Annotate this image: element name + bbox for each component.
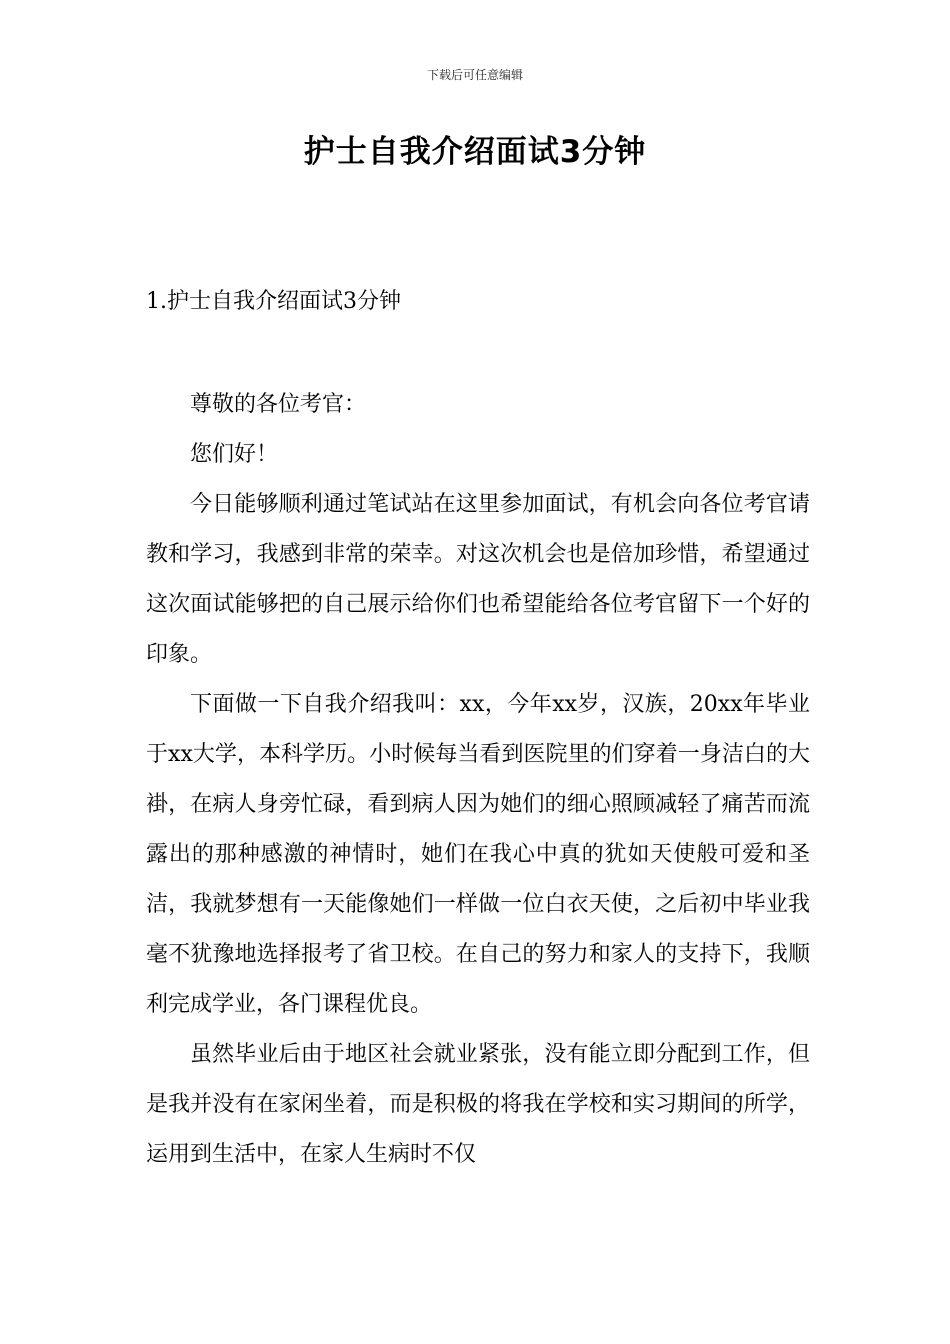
paragraph-greeting: 您们好！ — [190, 442, 279, 467]
paragraph-intro: 今日能够顺利通过笔试站在这里参加面试，有机会向各位考官请教和学习，我感到非常的荣幸。对这次机会也是倍加珍惜，希望通过这次面试能够把的自己展示给你们也希望能给各位考官留下一个好的印象。 — [146, 492, 810, 667]
paragraph-salutation: 尊敬的各位考官： — [190, 392, 367, 417]
section-heading: 1.护士自我介绍面试3分钟 — [146, 289, 401, 314]
body-text — [146, 380, 810, 1180]
page-title: 护士自我介绍面试3分钟 — [303, 134, 647, 170]
header-note: 下载后可任意编辑 — [426, 68, 523, 82]
paragraph-self-introduction: 下面做一下自我介绍我叫：xx，今年xx岁，汉族，20xx年毕业于xx大学，本科学历。小时候每当看到医院里的们穿着一身洁白的大褂，在病人身旁忙碌，看到病人因为她们的细心照顾减轻了痛苦而流露出的那种感激的神情时，她们在我心中真的犹如天使般可爱和圣洁，我就梦想有一天能像她们一样做一位白衣天使，之后初中毕业我毫不犹豫地选择报考了省卫校。在自己的努力和家人的支持下，我顺利完成学业，各门课程优良。 — [146, 692, 810, 1017]
paragraph-after-graduation: 虽然毕业后由于地区社会就业紧张，没有能立即分配到工作，但是我并没有在家闲坐着，而是积极的将我在学校和实习期间的所学，运用到生活中，在家人生病时不仅 — [146, 1042, 810, 1167]
